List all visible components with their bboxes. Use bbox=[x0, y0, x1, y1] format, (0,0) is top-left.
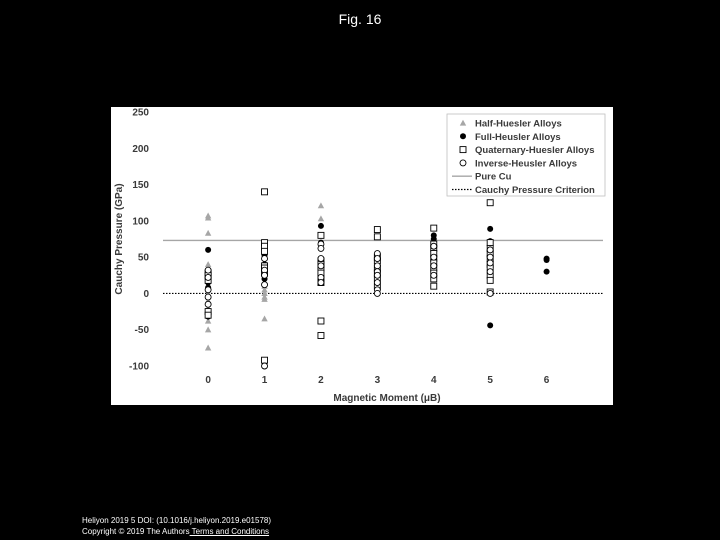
legend-label: Cauchy Pressure Criterion bbox=[475, 185, 595, 196]
chart-panel bbox=[111, 107, 613, 405]
data-point bbox=[318, 318, 324, 324]
data-point bbox=[262, 189, 268, 195]
data-point bbox=[487, 322, 493, 328]
legend-label: Inverse-Heusler Alloys bbox=[475, 158, 578, 170]
data-point bbox=[205, 230, 211, 236]
data-point bbox=[487, 290, 493, 296]
data-point bbox=[318, 333, 324, 339]
data-point bbox=[262, 363, 268, 369]
data-point bbox=[487, 200, 493, 206]
series-open-circle bbox=[205, 241, 493, 369]
legend-label: Quaternary-Huesler Alloys bbox=[475, 145, 595, 157]
data-point bbox=[431, 272, 437, 278]
data-point bbox=[374, 272, 380, 278]
copyright-line bbox=[82, 526, 271, 537]
data-point bbox=[262, 248, 268, 254]
data-point bbox=[431, 225, 437, 231]
data-point bbox=[487, 226, 493, 232]
legend-label: Full-Heusler Alloys bbox=[475, 131, 561, 143]
data-point bbox=[487, 269, 493, 275]
data-point bbox=[544, 257, 550, 263]
data-point bbox=[262, 272, 268, 278]
data-point bbox=[374, 290, 380, 296]
x-tick-label: 5 bbox=[487, 375, 493, 386]
y-tick-label: -50 bbox=[134, 325, 149, 337]
data-point bbox=[318, 256, 324, 262]
data-point bbox=[261, 316, 267, 322]
x-tick-label: 6 bbox=[543, 375, 550, 386]
data-point bbox=[374, 280, 380, 286]
x-tick-label: 2 bbox=[318, 375, 324, 386]
doi-citation: Heliyon 2019 5 DOI: (10.1016/j.heliyon.2019.e01578) bbox=[82, 516, 272, 525]
y-tick-label: 100 bbox=[132, 216, 149, 228]
data-point bbox=[431, 243, 437, 249]
data-point bbox=[318, 202, 324, 208]
data-point bbox=[318, 263, 324, 269]
data-point bbox=[205, 294, 211, 300]
x-tick-label: 3 bbox=[374, 375, 381, 386]
data-point bbox=[205, 326, 211, 332]
data-point bbox=[374, 234, 380, 240]
y-tick-label: 150 bbox=[132, 180, 149, 192]
legend-label: Half-Huesler Alloys bbox=[475, 118, 562, 130]
x-tick-label: 0 bbox=[205, 375, 211, 386]
x-tick-label: 1 bbox=[261, 375, 268, 386]
data-point bbox=[318, 245, 324, 251]
data-point bbox=[318, 215, 324, 221]
data-point bbox=[205, 301, 211, 307]
data-point bbox=[262, 282, 268, 288]
y-tick-label: 0 bbox=[143, 288, 149, 300]
data-point bbox=[487, 240, 493, 246]
data-point bbox=[431, 263, 437, 269]
y-tick-label: 50 bbox=[137, 252, 149, 264]
scatter-chart bbox=[111, 107, 613, 405]
data-point bbox=[487, 260, 493, 266]
y-tick-label: 200 bbox=[132, 143, 149, 155]
data-point bbox=[262, 256, 268, 262]
y-axis-title: Cauchy Pressure (GPa) bbox=[114, 183, 125, 295]
data-point bbox=[374, 227, 380, 233]
x-axis-title: Magnetic Moment (μB) bbox=[333, 393, 441, 404]
data-point bbox=[431, 283, 437, 289]
data-point bbox=[205, 247, 211, 253]
y-tick-label: -100 bbox=[128, 361, 149, 373]
data-point bbox=[487, 247, 493, 253]
copyright-text: Copyright © 2019 The Authors bbox=[82, 527, 190, 536]
terms-link[interactable]: Terms and Conditions bbox=[189, 527, 270, 536]
data-point bbox=[318, 223, 324, 229]
data-point bbox=[318, 232, 324, 238]
data-point bbox=[374, 263, 380, 269]
series-open-square bbox=[205, 189, 493, 363]
data-point bbox=[487, 277, 493, 283]
legend bbox=[447, 114, 605, 196]
data-point bbox=[205, 312, 211, 318]
footer bbox=[82, 515, 271, 537]
data-point bbox=[205, 345, 211, 351]
data-point bbox=[318, 280, 324, 286]
y-tick-label: 250 bbox=[132, 107, 149, 119]
legend-marker bbox=[460, 147, 466, 153]
data-point bbox=[431, 254, 437, 260]
data-point bbox=[205, 287, 211, 293]
legend-marker bbox=[460, 160, 466, 166]
data-point bbox=[205, 274, 211, 280]
data-point bbox=[544, 269, 550, 275]
data-point bbox=[487, 254, 493, 260]
legend-label: Pure Cu bbox=[475, 171, 512, 183]
legend-marker bbox=[460, 133, 466, 139]
x-tick-label: 4 bbox=[430, 375, 437, 386]
data-point bbox=[374, 256, 380, 262]
figure-title: Fig. 16 bbox=[338, 11, 382, 27]
data-point bbox=[262, 357, 268, 363]
data-point bbox=[205, 267, 211, 273]
